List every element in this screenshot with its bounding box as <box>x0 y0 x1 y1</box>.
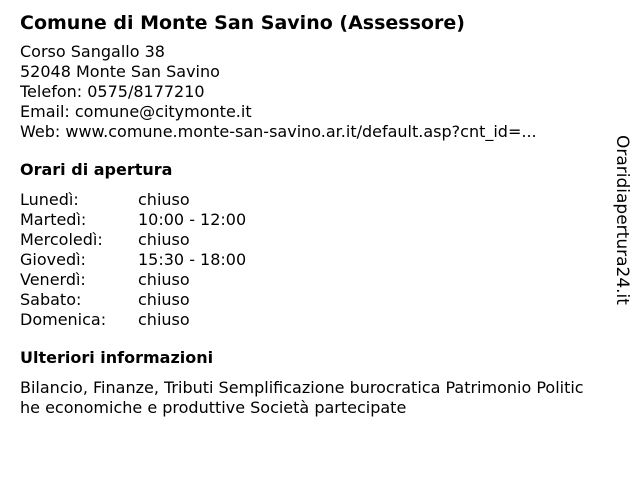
day-label: Lunedì: <box>20 190 79 209</box>
address-city: 52048 Monte San Savino <box>20 62 220 81</box>
office-info-panel <box>20 10 600 418</box>
hours-value: 15:30 - 18:00 <box>138 250 247 269</box>
hours-value: chiuso <box>138 310 190 329</box>
opening-hours-table <box>20 190 600 330</box>
hours-value: chiuso <box>138 190 190 209</box>
more-info-heading: Ulteriori informazioni <box>20 348 214 367</box>
website-link[interactable]: Web: www.comune.monte-san-savino.ar.it/default.asp?cnt_id=... <box>20 122 537 141</box>
day-label: Domenica: <box>20 310 107 329</box>
hours-row-sunday <box>20 310 600 330</box>
more-info-text: Bilancio, Finanze, Tributi Semplificazione burocratica Patrimonio Politiche economiche e produttive Società partecipate <box>20 378 584 417</box>
day-label: Mercoledì: <box>20 230 103 249</box>
address-street: Corso Sangallo 38 <box>20 42 165 61</box>
hours-row-friday <box>20 270 600 290</box>
day-label: Giovedì: <box>20 250 86 269</box>
site-watermark: Oraridiapertura24.it <box>612 135 632 305</box>
page-title: Comune di Monte San Savino (Assessore) <box>20 12 465 34</box>
hours-row-tuesday <box>20 210 600 230</box>
day-label: Martedì: <box>20 210 87 229</box>
hours-row-thursday <box>20 250 600 270</box>
hours-row-saturday <box>20 290 600 310</box>
hours-row-monday <box>20 190 600 210</box>
opening-hours-heading: Orari di apertura <box>20 160 173 179</box>
email-address: Email: comune@citymonte.it <box>20 102 252 121</box>
phone-number: Telefon: 0575/8177210 <box>20 82 205 101</box>
hours-row-wednesday <box>20 230 600 250</box>
day-label: Venerdì: <box>20 270 86 289</box>
hours-value: 10:00 - 12:00 <box>138 210 247 229</box>
day-label: Sabato: <box>20 290 82 309</box>
hours-value: chiuso <box>138 290 190 309</box>
hours-value: chiuso <box>138 270 190 289</box>
hours-value: chiuso <box>138 230 190 249</box>
contact-block <box>20 42 600 142</box>
